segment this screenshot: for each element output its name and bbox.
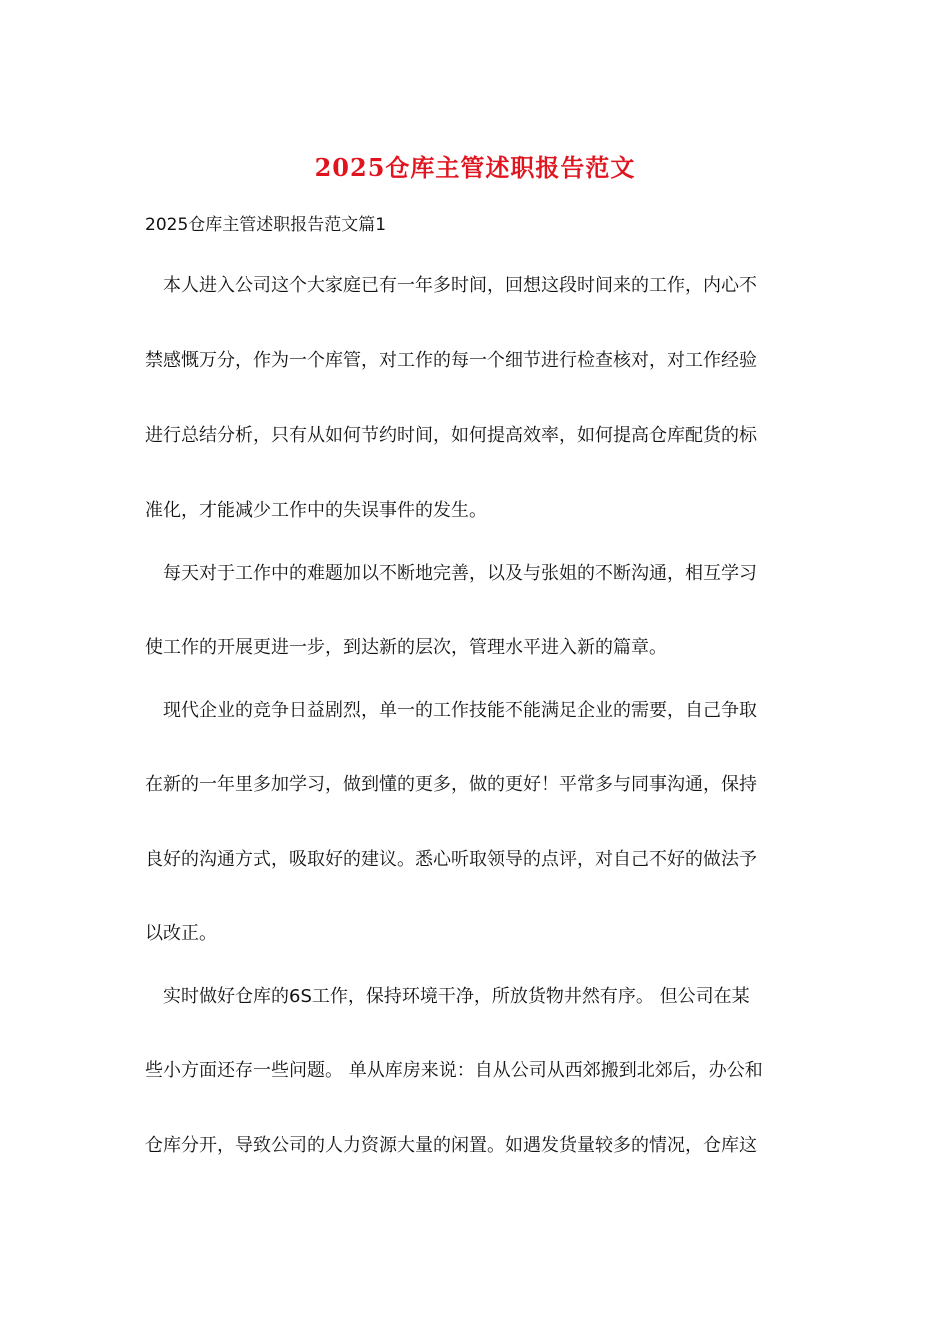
paragraph-line: 现代企业的竞争日益剧烈，单一的工作技能不能满足企业的需要，自己争取 (163, 700, 757, 721)
paragraph-line: 些小方面还存一些问题。 单从库房来说：自从公司从西郊搬到北郊后，办公和 (145, 1060, 763, 1081)
section-heading: 2025仓库主管述职报告范文篇1 (145, 215, 387, 235)
paragraph-line: 禁感慨万分，作为一个库管，对工作的每一个细节进行检查核对，对工作经验 (145, 350, 757, 371)
paragraph-line: 本人进入公司这个大家庭已有一年多时间，回想这段时间来的工作，内心不 (163, 275, 757, 296)
paragraph-line: 每天对于工作中的难题加以不断地完善，以及与张姐的不断沟通，相互学习 (163, 563, 757, 584)
paragraph-line: 在新的一年里多加学习，做到懂的更多，做的更好！平常多与同事沟通，保持 (145, 774, 757, 795)
paragraph-line: 良好的沟通方式，吸取好的建议。悉心听取领导的点评，对自己不好的做法予 (145, 849, 757, 870)
document-title: 2025仓库主管述职报告范文 (314, 153, 636, 182)
paragraph-line: 准化，才能减少工作中的失误事件的发生。 (145, 500, 487, 521)
paragraph-line: 使工作的开展更进一步，到达新的层次，管理水平进入新的篇章。 (145, 637, 667, 658)
paragraph-line: 实时做好仓库的6S工作，保持环境干净，所放货物井然有序。 但公司在某 (163, 986, 750, 1007)
paragraph-line: 以改正。 (145, 923, 217, 944)
paragraph-line: 仓库分开，导致公司的人力资源大量的闲置。如遇发货量较多的情况，仓库这 (145, 1135, 757, 1156)
paragraph-line: 进行总结分析，只有从如何节约时间，如何提高效率，如何提高仓库配货的标 (145, 425, 757, 446)
